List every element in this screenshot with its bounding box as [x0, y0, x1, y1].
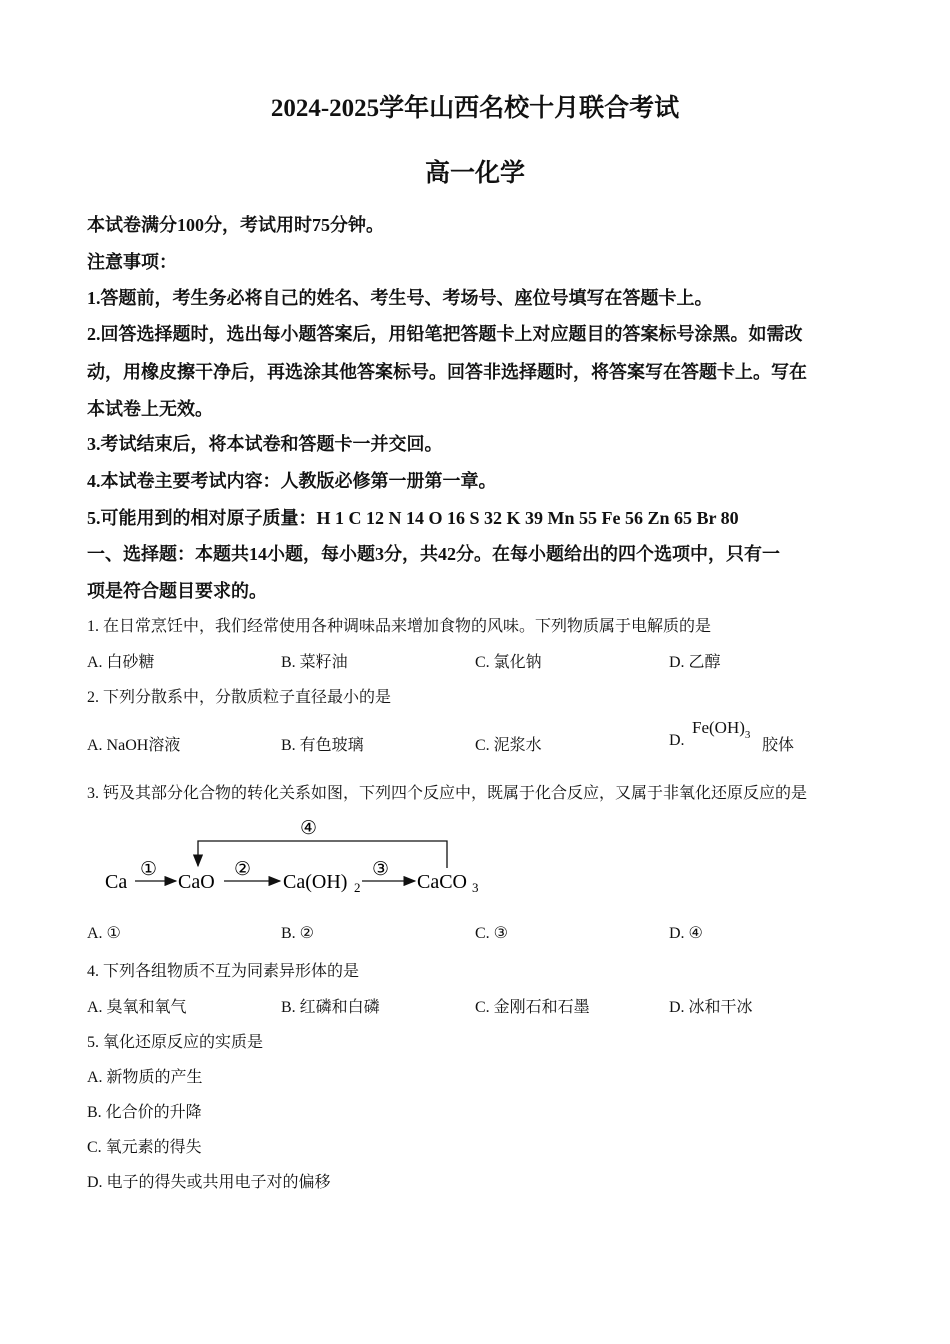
question-5-stem: 5. 氧化还原反应的实质是 [87, 1034, 264, 1051]
arrow-3-label: ③ [372, 858, 390, 880]
q5-option-b: B. 化合价的升降 [87, 1104, 202, 1121]
q2-option-d: D. [669, 732, 685, 749]
node-caoh2: Ca(OH) [283, 871, 348, 893]
q2-option-c: C. 泥浆水 [475, 737, 542, 754]
q4-option-c: C. 金刚石和石墨 [475, 999, 590, 1016]
exam-title: 2024-2025学年山西名校十月联合考试 [270, 95, 680, 122]
q1-option-b: B. 菜籽油 [281, 654, 348, 671]
q3-option-b: B. ② [281, 925, 315, 942]
fe-formula-sub: 3 [744, 729, 751, 741]
calcium-conversion-diagram [100, 812, 500, 902]
q5-option-c: C. 氧元素的得失 [87, 1139, 202, 1156]
note-2a: 2.回答选择题时，选出每小题答案后，用铅笔把答题卡上对应题目的答案标号涂黑。如需改 [87, 324, 803, 344]
fe-formula-base: Fe(OH) [692, 718, 745, 737]
q2-option-a: A. NaOH溶液 [87, 737, 181, 754]
arrow-1-label: ① [140, 858, 158, 880]
node-cao: CaO [178, 871, 215, 893]
node-ca: Ca [105, 871, 128, 893]
question-1-stem: 1. 在日常烹饪中，我们经常使用各种调味品来增加食物的风味。下列物质属于电解质的是 [87, 618, 712, 635]
question-3-stem: 3. 钙及其部分化合物的转化关系如图，下列四个反应中，既属于化合反应，又属于非氧化还原反应的是 [87, 785, 808, 802]
q1-option-c: C. 氯化钠 [475, 654, 542, 671]
q3-option-c: C. ③ [475, 925, 509, 942]
note-3: 3.考试结束后，将本试卷和答题卡一并交回。 [87, 434, 443, 454]
section-heading-2: 项是符合题目要求的。 [87, 581, 267, 601]
exam-subject: 高一化学 [424, 160, 525, 187]
notes-heading: 注意事项： [87, 252, 177, 272]
q5-option-a: A. 新物质的产生 [87, 1069, 203, 1086]
q3-option-d: D. ④ [669, 925, 703, 942]
q2-option-d-tail: 胶体 [762, 737, 795, 754]
note-2c: 本试卷上无效。 [87, 399, 213, 419]
score-note: 本试卷满分100分，考试用时75分钟。 [87, 215, 384, 235]
note-4: 4.本试卷主要考试内容：人教版必修第一册第一章。 [87, 471, 497, 491]
q4-option-b: B. 红磷和白磷 [281, 999, 380, 1016]
q2-option-b: B. 有色玻璃 [281, 737, 364, 754]
note-1: 1.答题前，考生务必将自己的姓名、考生号、考场号、座位号填写在答题卡上。 [87, 288, 713, 308]
section-heading-1: 一、选择题：本题共14小题，每小题3分，共42分。在每小题给出的四个选项中，只有一 [87, 544, 780, 564]
node-caco3: CaCO [417, 871, 467, 893]
note-2b: 动，用橡皮擦干净后，再选涂其他答案标号。回答非选择题时，将答案写在答题卡上。写在 [87, 362, 807, 382]
arrow-2-label: ② [234, 858, 252, 880]
node-caoh2-sub: 2 [354, 880, 361, 895]
q3-option-a: A. ① [87, 925, 121, 942]
q1-option-a: A. 白砂糖 [87, 654, 155, 671]
node-caco3-sub: 3 [472, 880, 479, 895]
q5-option-d: D. 电子的得失或共用电子对的偏移 [87, 1174, 331, 1191]
q4-option-a: A. 臭氧和氧气 [87, 999, 187, 1016]
q2-option-d-formula [692, 718, 751, 741]
arrow-4-label: ④ [300, 817, 318, 839]
question-4-stem: 4. 下列各组物质不互为同素异形体的是 [87, 963, 360, 980]
q4-option-d: D. 冰和干冰 [669, 999, 753, 1016]
note-5: 5.可能用到的相对原子质量：H 1 C 12 N 14 O 16 S 32 K 39 Mn 55 Fe 56 Zn 65 Br 80 [87, 508, 739, 528]
question-2-stem: 2. 下列分散系中，分散质粒子直径最小的是 [87, 689, 392, 706]
q1-option-d: D. 乙醇 [669, 654, 721, 671]
